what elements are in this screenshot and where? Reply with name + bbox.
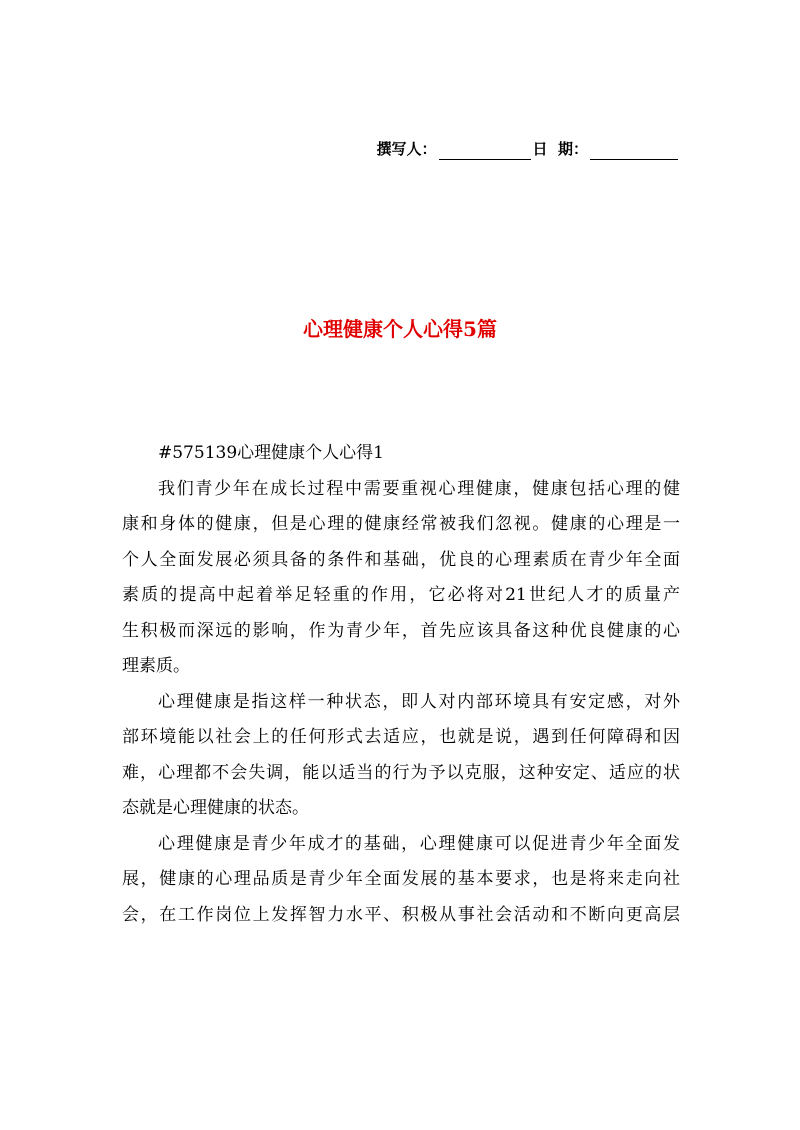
paragraph-line: 素质的提高中起着举足轻重的作用，它必将对21世纪人才的质量产 xyxy=(122,585,680,605)
paragraph-line: 部环境能以社会上的任何形式去适应，也就是说，遇到任何障碍和因 xyxy=(122,727,680,747)
date-blank xyxy=(590,143,678,160)
paragraph-line: 心理健康是指这样一种状态，即人对内部环境具有安定感，对外 xyxy=(158,691,680,712)
section-heading: #575139心理健康个人心得1 xyxy=(158,443,384,463)
date-label: 日 期： xyxy=(532,140,588,158)
author-blank xyxy=(439,143,531,160)
paragraph-line: 理素质。 xyxy=(122,656,190,676)
paragraph-line: 个人全面发展必须具备的条件和基础，优良的心理素质在青少年全面 xyxy=(122,549,680,570)
paragraph-line: 康和身体的健康，但是心理的健康经常被我们忽视。健康的心理是一 xyxy=(122,514,680,534)
document-body xyxy=(122,436,680,933)
paragraph-line: 会，在工作岗位上发挥智力水平、积极从事社会活动和不断向更高层 xyxy=(122,904,680,925)
paragraph-line: 心理健康是青少年成才的基础，心理健康可以促进青少年全面发 xyxy=(158,833,680,854)
document-title: 心理健康个人心得5篇 xyxy=(303,317,497,341)
paragraph-line: 态就是心理健康的状态。 xyxy=(122,798,309,818)
author-date-line xyxy=(377,138,680,160)
author-label: 撰写人： xyxy=(376,140,437,158)
paragraph-line: 我们青少年在成长过程中需要重视心理健康，健康包括心理的健 xyxy=(158,478,680,499)
paragraph-line: 展，健康的心理品质是青少年全面发展的基本要求，也是将来走向社 xyxy=(122,869,680,889)
paragraph-line: 生积极而深远的影响，作为青少年，首先应该具备这种优良健康的心 xyxy=(122,620,680,641)
paragraph-line: 难，心理都不会失调，能以适当的行为予以克服，这种安定、适应的状 xyxy=(122,762,680,783)
